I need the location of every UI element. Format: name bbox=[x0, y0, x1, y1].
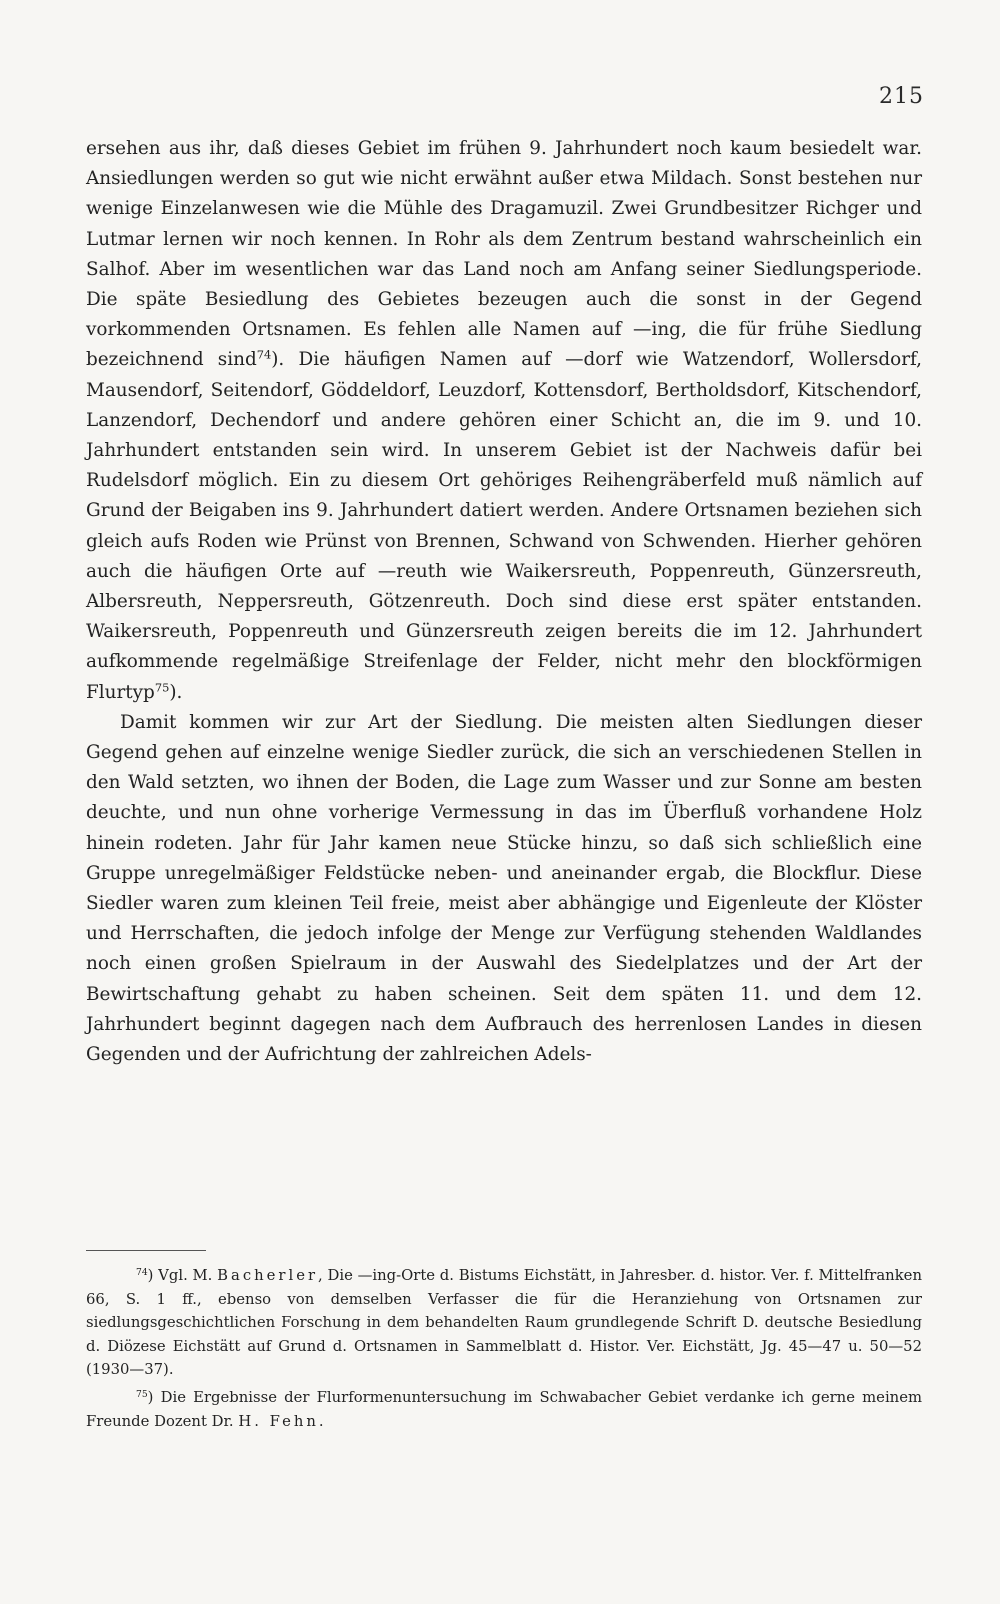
footnote-75-name: H. Fehn bbox=[238, 1412, 319, 1430]
footnote-ref-74[interactable]: 74 bbox=[256, 348, 272, 363]
footnote-75-marker: 75 bbox=[136, 1388, 148, 1400]
footnote-74-marker: 74 bbox=[136, 1266, 148, 1278]
footnote-75 bbox=[86, 1386, 922, 1433]
paragraph-1-part-b: ). Die häufigen Namen auf —dorf wie Watzendorf, Wollersdorf, Mausendorf, Seitendorf, Göddeldorf, Leuzdorf, Kottensdorf, Bertholdsdorf, Kitschendorf, Lanzendorf, Dechendorf und andere gehören einer Schicht an, die im 9. und 10. Jahrhundert entstanden sein wird. In unserem Gebiet ist der Nachweis dafür bei Rudelsdorf möglich. Ein zu diesem Ort gehöriges Reihengräberfeld muß nämlich auf Grund der Beigaben ins 9. Jahrhundert datiert werden. Andere Ortsnamen beziehen sich gleich aufs Roden wie Prünst von Brennen, Schwand von Schwenden. Hierher gehören auch die häufigen Orte auf —reuth wie Waikersreuth, Poppenreuth, Günzersreuth, Albersreuth, Neppersreuth, Götzenreuth. Doch sind diese erst später entstanden. Waikersreuth, Poppenreuth und Günzersreuth zeigen bereits die im 12. Jahrhundert aufkommende regelmäßige Streifenlage der Felder, nicht mehr den blockförmigen Flurtyp bbox=[86, 349, 922, 703]
footnote-74 bbox=[86, 1264, 922, 1382]
footnote-74-author: Bacherler bbox=[217, 1267, 319, 1284]
page-number: 215 bbox=[879, 84, 924, 109]
main-text bbox=[86, 134, 922, 1070]
paragraph-2: Damit kommen wir zur Art der Siedlung. Die meisten alten Siedlungen dieser Gegend gehen auf einzelne wenige Siedler zurück, die sich an verschiedenen Stellen in den Wald setzten, wo ihnen der Boden, die Lage zum Wasser und zur Sonne am besten deuchte, und nun ohne vorherige Vermessung in das im Überfluß vorhandene Holz hinein rodeten. Jahr für Jahr kamen neue Stücke hinzu, so daß sich schließlich eine Gruppe unregelmäßiger Feldstücke neben- und aneinander ergab, die Blockflur. Diese Siedler waren zum kleinen Teil freie, meist aber abhängige und Eigenleute der Klöster und Herrschaften, die jedoch infolge der Menge zur Verfügung stehenden Waldlandes noch einen großen Spielraum in der Auswahl des Siedelplatzes und der Art der Bewirtschaftung gehabt zu haben scheinen. Seit dem späten 11. und dem 12. Jahrhundert beginnt dagegen nach dem Aufbrauch des herrenlosen Landes in diesen Gegenden und der Aufrichtung der zahlreichen Adels- bbox=[86, 711, 922, 1066]
paragraph-1-part-c: ). bbox=[169, 681, 183, 703]
footnote-74-text: , Die —ing-Orte d. Bistums Eichstätt, in Jahresber. d. histor. Ver. f. Mittelfranken 66, S. 1 ff., ebenso von demselben Verfasser die für die Heranziehung von Ortsnamen zur siedlungsgeschichtlichen Forschung in dem behandelten Raum grundlegende Schrift D. deutsche Besiedlung d. Diözese Eichstätt auf Grund d. Ortsnamen in Sammelblatt d. Histor. Ver. Eichstätt, Jg. 45—47 u. 50—52 (1930—37). bbox=[86, 1267, 922, 1379]
paragraph-1-part-a: ersehen aus ihr, daß dieses Gebiet im frühen 9. Jahrhundert noch kaum besiedelt war. Ansiedlungen werden so gut wie nicht erwähnt außer etwa Mildach. Sonst bestehen nur wenige Einzelanwesen wie die Mühle des Dragamuzil. Zwei Grundbesitzer Richger und Lutmar lernen wir noch kennen. In Rohr als dem Zentrum bestand wahrscheinlich ein Salhof. Aber im wesentlichen war das Land noch am Anfang seiner Siedlungsperiode. Die späte Besiedlung des Gebietes bezeugen auch die sonst in der Gegend vorkommenden Ortsnamen. Es fehlen alle Namen auf —ing, die für frühe Siedlung bezeichnend sind bbox=[86, 138, 922, 371]
footnote-divider bbox=[86, 1250, 206, 1251]
footnote-75-text: ) Die Ergebnisse der Flurformenuntersuchung im Schwabacher Gebiet verdanke ich gerne meinem Freunde Dozent Dr. bbox=[86, 1388, 922, 1430]
footnote-ref-75[interactable]: 75 bbox=[154, 680, 170, 695]
footnote-75-end: . bbox=[318, 1412, 324, 1430]
footnote-74-prefix: ) Vgl. M. bbox=[147, 1267, 213, 1284]
footnotes bbox=[86, 1264, 922, 1437]
paragraph-1 bbox=[86, 134, 922, 708]
